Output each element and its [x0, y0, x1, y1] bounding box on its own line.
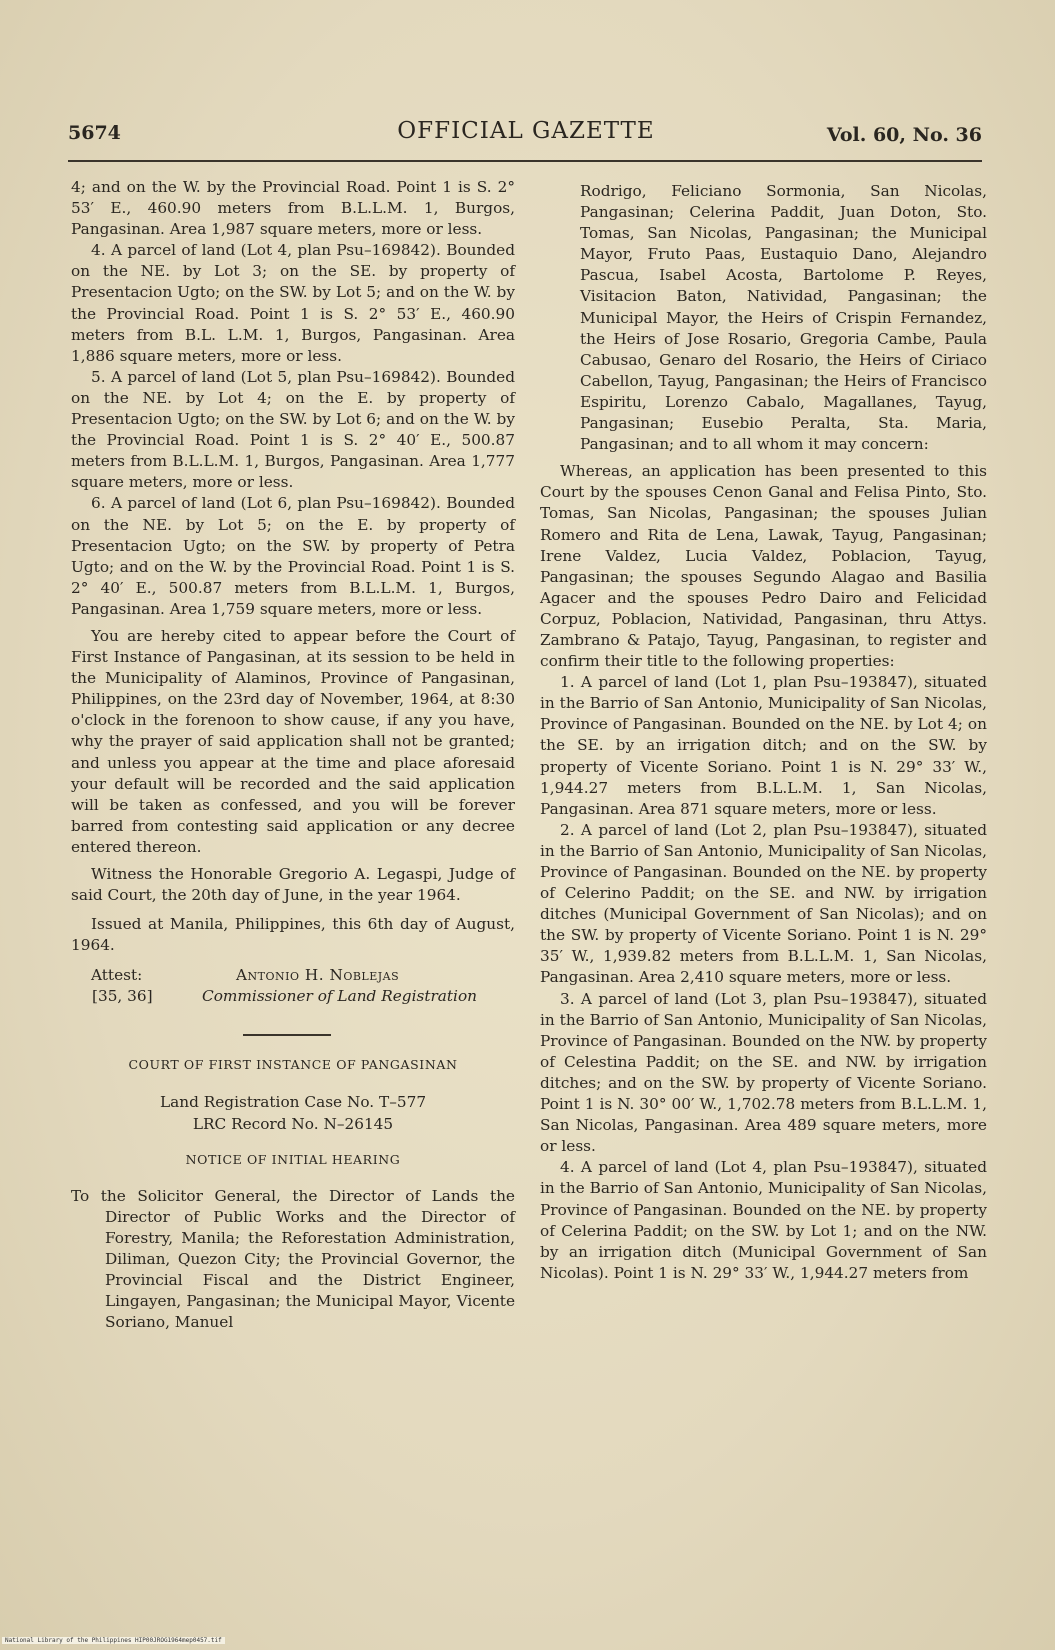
paragraph-lot3-tail: 4; and on the W. by the Provincial Road. Point 1 is S. 2° 53′ E., 460.90 meters from B.L.L.M. 1, Burgos, Pangasinan. Area 1,987 square meters, more or less.	[71, 178, 515, 239]
paragraph-psu-lot4: 4. A parcel of land (Lot 4, plan Psu–193847), situated in the Barrio of San Antonio, Municipality of San Nicolas, Province of Pangasinan. Bounded on the NE. by property of Celerina Paddit; on the SW. by Lot 1; and on the NW. by an irrigation ditch (Municipal Government of San Nicolas). Point 1 is N. 29° 33′ W., 1,944.27 meters from	[540, 1158, 987, 1282]
lrc-record: LRC Record No. N–26145	[192, 1114, 394, 1133]
right-column	[540, 181, 987, 1284]
attest-title-line	[71, 986, 515, 1007]
volume-issue: Vol. 60, No. 36	[826, 124, 982, 146]
paragraph-witness: Witness the Honorable Gregorio A. Legaspi, Judge of said Court, the 20th day of June, in the year 1964.	[71, 865, 515, 905]
left-column	[71, 177, 515, 1333]
addressees-paragraph: To the Solicitor General, the Director of Lands the Director of Public Works and the Director of Forestry, Manila; the Reforestation Administration, Diliman, Quezon City; the Provincial Governor, the Provincial Fiscal and the District Engineer, Lingayen, Pangasinan; the Municipal Mayor, Vicente Soriano, Manuel	[71, 1186, 515, 1332]
court-heading: COURT OF FIRST INSTANCE OF PANGASINAN	[128, 1056, 458, 1072]
attest-line	[71, 965, 515, 986]
paragraph-psu-lot3: 3. A parcel of land (Lot 3, plan Psu–193847), situated in the Barrio of San Antonio, Municipality of San Nicolas, Province of Pangasinan. Bounded on the NW. by property of Celestina Paddit; on the SE. and NW. by irrigation ditches; and on the SW. by property of Vicente Soriano. Point 1 is N. 30° 00′ W., 1,702.78 meters from B.L.L.M. 1, San Nicolas, Pangasinan. Area 489 square meters, more or less.	[540, 989, 987, 1156]
paragraph-lot5: 5. A parcel of land (Lot 5, plan Psu–169842). Bounded on the NE. by Lot 4; on the E. by property of Presentacion Ugto; on the SW. by Lot 6; and on the W. by the Provincial Road. Point 1 is S. 2° 40′ E., 500.87 meters from B.L.L.M. 1, Burgos, Pangasinan. Area 1,777 square meters, more or less.	[71, 367, 515, 492]
paragraph-psu-lot2: 2. A parcel of land (Lot 2, plan Psu–193847), situated in the Barrio of San Antonio, Municipality of San Nicolas, Province of Pangasinan. Bounded on the NE. by property of Celerino Paddit; on the SE. and NW. by irrigation ditches (Municipal Government of San Nicolas); and on the SW. by property of Vicente Soriano. Point 1 is N. 29° 35′ W., 1,939.82 meters from B.L.L.M. 1, San Nicolas, Pangasinan. Area 2,410 square meters, more or less.	[540, 820, 987, 987]
header-rule	[68, 160, 982, 162]
notice-heading: NOTICE OF INITIAL HEARING	[185, 1151, 401, 1167]
attest-name: Antonio H. Noblejas	[236, 966, 400, 985]
paragraph-lot6: 6. A parcel of land (Lot 6, plan Psu–169842). Bounded on the NE. by Lot 5; on the E. by property of Presentacion Ugto; on the SW. by property of Petra Ugto; and on the W. by the Provincial Road. Point 1 is S. 2° 40′ E., 500.87 meters from B.L.L.M. 1, Burgos, Pangasinan. Area 1,759 square meters, more or less.	[71, 494, 515, 618]
paragraph-issued: Issued at Manila, Philippines, this 6th day of August, 1964.	[71, 915, 515, 955]
issue-reference: [35, 36]	[92, 987, 153, 1006]
paragraph-whereas: Whereas, an application has been presented to this Court by the spouses Cenon Ganal and Felisa Pinto, Sto. Tomas, San Nicolas, Pangasinan; the spouses Julian Romero and Rita de Lena, Lawak, Tayug, Pangasinan; Irene Valdez, Lucia Valdez, Poblacion, Tayug, Pangasinan; the spouses Segundo Alagao and Basilia Agacer and the spouses Pedro Dairo and Felicidad Corpuz, Poblacion, Natividad, Pangasinan, thru Attys. Zambrano & Patajo, Tayug, Pangasinan, to register and confirm their title to the following properties:	[540, 462, 987, 671]
page-number: 5674	[68, 122, 121, 144]
addressees-continued: Rodrigo, Feliciano Sormonia, San Nicolas, Pangasinan; Celerina Paddit, Juan Doton, Sto. Tomas, San Nicolas, Pangasinan; the Municipal Mayor, Fruto Paas, Eustaquio Dano, Alejandro Pascua, Isabel Acosta, Bartolome P. Reyes, Visitacion Baton, Natividad, Pangasinan; the Municipal Mayor, the Heirs of Crispin Fernandez, the Heirs of Jose Rosario, Gregoria Cambe, Paula Cabusao, Genaro del Rosario, the Heirs of Ciriaco Cabellon, Tayug, Pangasinan; the Heirs of Francisco Espiritu, Lorenzo Cabalo, Magallanes, Tayug, Pangasinan; Eusebio Peralta, Sta. Maria, Pangasinan; and to all whom it may concern:	[580, 182, 987, 454]
publication-title: OFFICIAL GAZETTE	[397, 118, 655, 144]
attest-label: Attest:	[91, 966, 143, 985]
scan-source-footer: National Library of the Philippines HIP00JROG1964mep0457.tif	[2, 1637, 225, 1644]
case-number: Land Registration Case No. T–577	[159, 1092, 427, 1111]
attest-title: Commissioner of Land Registration	[202, 987, 478, 1006]
paragraph-citation: You are hereby cited to appear before the Court of First Instance of Pangasinan, at its session to be held in the Municipality of Alaminos, Province of Pangasinan, Philippines, on the 23rd day of November, 1964, at 8:30 o'clock in the forenoon to show cause, if any you have, why the prayer of said application shall not be granted; and unless you appear at the time and place aforesaid your default will be recorded and the said application will be taken as confessed, and you will be forever barred from contesting said application or any decree entered thereon.	[71, 626, 515, 856]
paragraph-lot4: 4. A parcel of land (Lot 4, plan Psu–169842). Bounded on the NE. by Lot 3; on the SE. by property of Presentacion Ugto; on the SW. by Lot 5; and on the W. by the Provincial Road. Point 1 is S. 2° 53′ E., 460.90 meters from B.L. L.M. 1, Burgos, Pangasinan. Area 1,886 square meters, more or less.	[71, 241, 515, 365]
section-divider	[243, 1034, 331, 1036]
paragraph-psu-lot1: 1. A parcel of land (Lot 1, plan Psu–193847), situated in the Barrio of San Antonio, Municipality of San Nicolas, Province of Pangasinan. Bounded on the NE. by Lot 4; on the SE. by an irrigation ditch; and on the SW. by property of Vicente Soriano. Point 1 is N. 29° 33′ W., 1,944.27 meters from B.L.L.M. 1, San Nicolas, Pangasinan. Area 871 square meters, more or less.	[540, 673, 987, 818]
page-header	[68, 118, 984, 158]
